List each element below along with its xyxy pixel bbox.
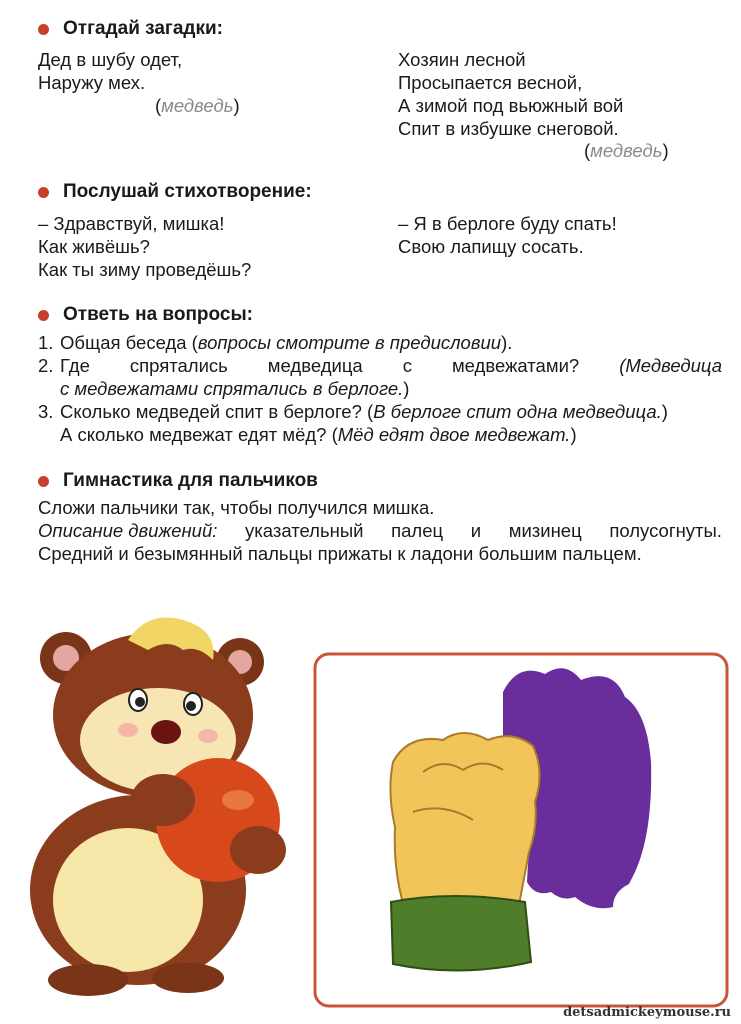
question-number: 1. [38, 332, 54, 353]
poem-left-line: Как ты зиму проведёшь? [38, 259, 252, 280]
sleeve [391, 896, 531, 971]
question-close: ) [403, 378, 410, 399]
hand [390, 733, 539, 910]
question-italic: с медвежатами спрятались в берлоге. [60, 378, 404, 399]
questions-heading [38, 304, 253, 326]
question-italic: вопросы смотрите в предисловии [197, 332, 502, 353]
question-2 [38, 354, 722, 377]
poem-right-line: Свою лапищу сосать. [398, 236, 584, 257]
question-close: ) [570, 424, 577, 445]
bear-foot [152, 963, 224, 993]
description-word: палец [391, 520, 444, 541]
question-close: ). [501, 332, 513, 353]
question-italic: В берлоге спит одна медведица. [373, 401, 662, 422]
question-3-cont [60, 423, 577, 446]
poem-right-line: – Я в берлоге буду спать! [398, 213, 617, 234]
question-word: медвежатами? [451, 355, 580, 376]
gymnastics-line: Сложи пальчики так, чтобы получился мишка. [38, 497, 435, 518]
questions-title: Ответь на вопросы: [63, 304, 254, 325]
riddle-right-line: А зимой под вьюжный вой [398, 95, 624, 116]
question-2-cont [60, 377, 409, 400]
description-word: указательный [245, 520, 364, 541]
riddle-left-line: Наружу мех. [38, 72, 146, 93]
question-word: спрятались [129, 355, 228, 376]
description-word: полусогнуты. [609, 520, 722, 541]
bear-illustration [8, 600, 308, 1000]
bear-paw [230, 826, 286, 874]
question-1 [38, 331, 512, 354]
question-word: с [402, 355, 412, 376]
question-3 [38, 400, 668, 423]
question-word: медведица [267, 355, 363, 376]
question-italic: Мёд едят двое медвежат. [337, 424, 571, 445]
question-number: 3. [38, 401, 54, 422]
answer-text: медведь [161, 95, 234, 116]
riddle-right-line: Спит в избушке снеговой. [398, 118, 619, 139]
poem-left-line: – Здравствуй, мишка! [38, 213, 225, 234]
bullet-icon [38, 476, 49, 487]
question-text: Общая беседа ( [60, 332, 198, 353]
description-label: Описание движений: [38, 520, 218, 541]
poem-title: Послушай стихотворение: [63, 181, 312, 202]
gymnastics-heading [38, 470, 318, 492]
riddles-title: Отгадай загадки: [63, 18, 223, 39]
bear-paw [131, 774, 195, 826]
description-word: мизинец [508, 520, 582, 541]
gymnastics-line: Средний и безымянный пальцы прижаты к ладони большим пальцем. [38, 543, 642, 564]
watermark: detsadmickeymouse.ru [563, 1005, 731, 1020]
question-close: ) [661, 401, 668, 422]
answer-text: медведь [590, 140, 663, 161]
riddle-left-line: Дед в шубу одет, [38, 49, 183, 70]
riddle-left-answer: (медведь) [155, 95, 240, 116]
question-word: Где [60, 355, 90, 376]
gymnastics-description [38, 519, 722, 542]
bullet-icon [38, 310, 49, 321]
description-word: и [470, 520, 482, 541]
poem-left-line: Как живёшь? [38, 236, 150, 257]
question-text: А сколько медвежат едят мёд? ( [60, 424, 338, 445]
riddle-right-line: Хозяин лесной [398, 49, 526, 70]
question-2-first [38, 354, 90, 377]
bear-foot [48, 964, 128, 996]
riddles-heading [38, 18, 223, 40]
question-number: 2. [38, 355, 54, 376]
hand-shadow-frame [313, 652, 729, 1008]
riddle-right-answer: (медведь) [584, 140, 669, 161]
riddle-right-line: Просыпается весной, [398, 72, 583, 93]
bear-nose [151, 720, 181, 744]
bullet-icon [38, 24, 49, 35]
poem-heading [38, 181, 312, 203]
bullet-icon [38, 187, 49, 198]
gymnastics-title: Гимнастика для пальчиков [63, 470, 318, 491]
question-word: (Медведица [619, 355, 722, 376]
question-text: Сколько медведей спит в берлоге? ( [60, 401, 374, 422]
